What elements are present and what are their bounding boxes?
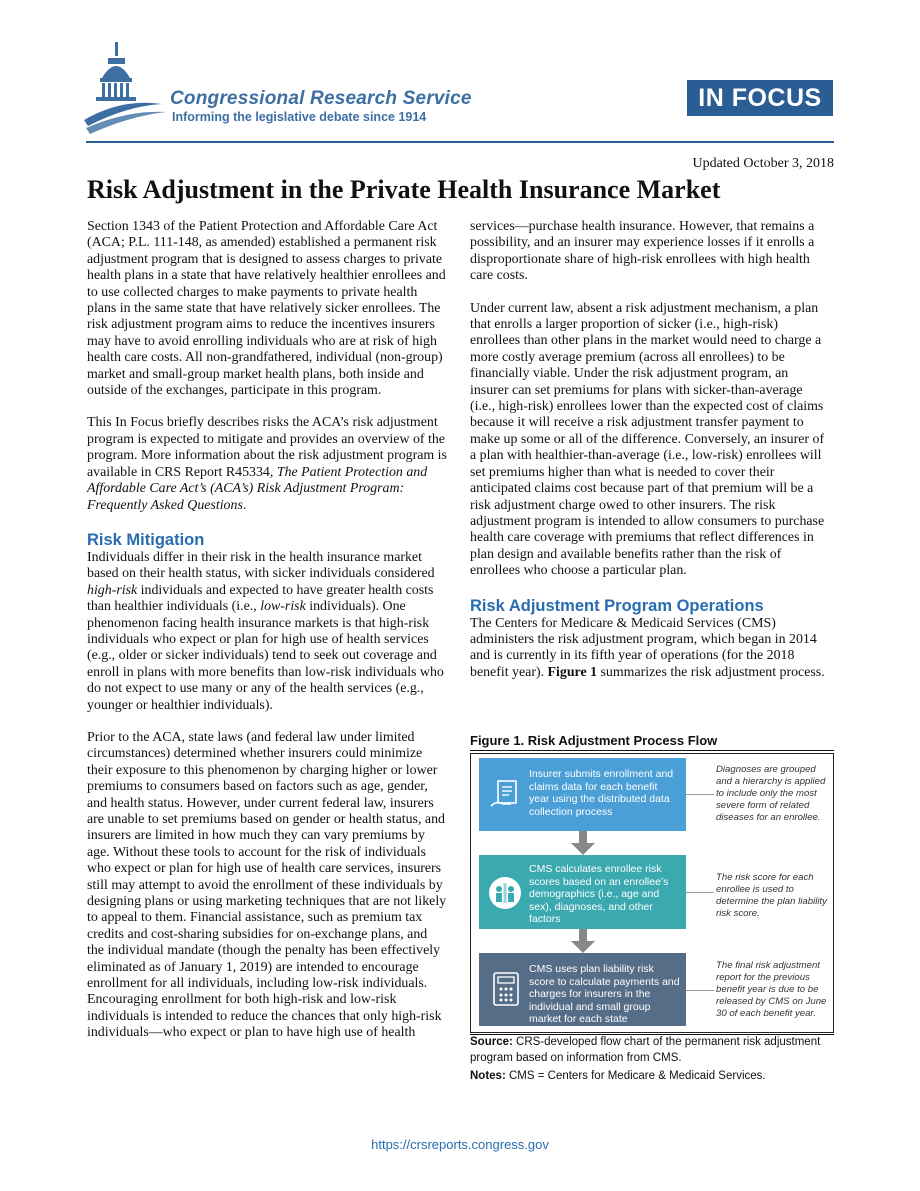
figure-title: Figure 1. Risk Adjustment Process Flow <box>470 733 718 748</box>
risk-paragraph: Individuals differ in their risk in the health insurance market based on their health status, with sicker individuals considered high-risk individuals and expected to have greater health costs than healthier individuals (i.e., low-risk individuals). One phenomenon facing health insurance markets is that high-risk individuals who expect or plan for high use of health services (e.g., older or sicker individuals) tend to seek out coverage and enroll in plans with more benefits than low-risk individuals who do not expect to use many or any of the health services (e.g., younger or healthier individuals). <box>87 549 444 713</box>
process-flow-figure <box>470 753 834 1033</box>
crs-report-title: The Patient Protection and Affordable Care Act’s (ACA’s) Risk Adjustment Program: Frequently Asked Questions <box>87 464 428 513</box>
calculator-icon <box>491 971 521 1007</box>
intro-paragraph: Section 1343 of the Patient Protection and Affordable Care Act (ACA; P.L. 111-148, as amended) established a permanent risk adjustment program that is designed to assess charges to private health plans in a state that have relatively healthier enrollees and to use collected charges to make payments to private health plans in the same state that have relatively sicker enrollees. The risk adjustment program aims to reduce the incentives insurers may have to avoid enrolling individuals who are at risk of high health care costs. All non-grandfathered, individual (non-group) market and small-group market health plans, both inside and outside of the exchanges, participate in this program. <box>87 219 446 399</box>
page-title: Risk Adjustment in the Private Health Insurance Market <box>87 175 721 204</box>
people-icon <box>487 875 523 911</box>
operations-paragraph: The Centers for Medicare & Medicaid Services (CMS) administers the risk adjustment program, which began in 2014 and is currently in its fifth year of operations (for the 2018 benefit year). Figure 1 summarizes the risk adjustment process. <box>470 615 825 680</box>
updated-date: Updated October 3, 2018 <box>692 156 834 171</box>
org-name: Congressional Research Service <box>170 88 472 109</box>
continued-paragraph: services—purchase health insurance. However, that remains a possibility, and an insurer may experience losses if it enrolls a disproportionate share of high-risk enrollees with high health care costs. <box>470 219 815 284</box>
org-tagline: Informing the legislative debate since 1914 <box>172 110 427 124</box>
current-law-paragraph: Under current law, absent a risk adjustment mechanism, a plan that enrolls a larger proportion of sicker (i.e., high-risk) enrollees than other plans in the market would need to charge a more costly average premium (across all enrollees) to be financially viable. Under the risk adjustment program, an insurer can set premiums for plans with sicker-than-average (i.e., high-risk) enrollees lower than the expected cost of claims because it will receive a risk adjustment transfer payment to make up some or all of the difference. Conversely, an insurer of a plan with healthier-than-average (i.e., low-risk) enrollees will set premiums higher than what is needed to cover their anticipated claims cost because part of that premium will be a risk adjustment charge owed to other insurers. The risk adjustment program is intended to allow consumers to purchase health care coverage with premiums that reflect differences in plan design and available benefits rather than the risk of enrollees who choose a particular plan. <box>470 300 825 579</box>
flow-arrow-1 <box>567 831 599 855</box>
heading-program-operations: Risk Adjustment Program Operations <box>470 596 764 615</box>
heading-risk-mitigation: Risk Mitigation <box>87 530 205 549</box>
header-divider <box>86 141 834 143</box>
right-column <box>470 219 830 681</box>
flow-arrow-2 <box>567 929 599 953</box>
flow-note-2: The risk score for each enrollee is used to determine the plan liability risk score. <box>716 872 827 919</box>
footer-url-link[interactable]: https://crsreports.congress.gov <box>371 1137 549 1152</box>
flow-step-calculate-scores: CMS calculates enrollee risk scores based on an enrollee’s demographics (i.e., age and sex), diagnoses, and other factors <box>479 855 686 929</box>
flow-step-calculate-payments: CMS uses plan liability risk score to calculate payments and charges for insurers in the individual and small group market for each state <box>479 953 686 1026</box>
left-column <box>87 219 447 1042</box>
figure-top-rule <box>470 750 834 751</box>
overview-paragraph: This In Focus briefly describes risks the ACA’s risk adjustment program is expected to mitigate and provides an overview of the program. More information about the risk adjustment program is available in CRS Report R45334, The Patient Protection and Affordable Care Act’s (ACA’s) Risk Adjustment Program: Frequently Asked Questions. <box>87 415 447 513</box>
flow-note-1: Diagnoses are grouped and a hierarchy is applied to include only the most severe form of related diseases for an enrollee. <box>716 764 826 823</box>
document-hand-icon <box>489 778 523 812</box>
figure-notes: Notes: CMS = Centers for Medicare & Medicaid Services. <box>470 1070 766 1082</box>
prior-aca-paragraph: Prior to the ACA, state laws (and federal law under limited circumstances) determined whether insurers could minimize their exposure to this phenomenon by charging higher or lower premiums to consumers based on factors such as age, gender, and health status. However, under current federal law, insurers are unable to set premiums based on gender or health status, and insurers are limited in how much they can vary premiums by age. Without these tools to account for the risk of individuals who expect or plan for high use of health care services, insurers still may attempt to avoid the enrollment of these individuals by designing plans or using marketing techniques that are not likely to appeal to them. Financial assistance, such as premium tax credits and cost-sharing subsidies for on-exchange plans, and the individual mandate (though the penalty has been effectively eliminated as of January 1, 2019) are intended to encourage enrollment for all individuals, including low-risk individuals. Encouraging enrollment for both high-risk and low-risk individuals is intended to reduce the chances that only high-risk individuals—who expect or plan to have high use of health <box>87 729 447 1041</box>
in-focus-badge: IN FOCUS <box>687 80 833 116</box>
flow-note-3: The final risk adjustment report for the previous benefit year is due to be released by CMS on June 30 of each benefit year. <box>716 960 827 1019</box>
flow-step-submit-data: Insurer submits enrollment and claims data for each benefit year using the distributed data collection process <box>479 758 686 831</box>
figure-source: Source: CRS-developed flow chart of the permanent risk adjustment program based on information from CMS. <box>470 1036 821 1064</box>
